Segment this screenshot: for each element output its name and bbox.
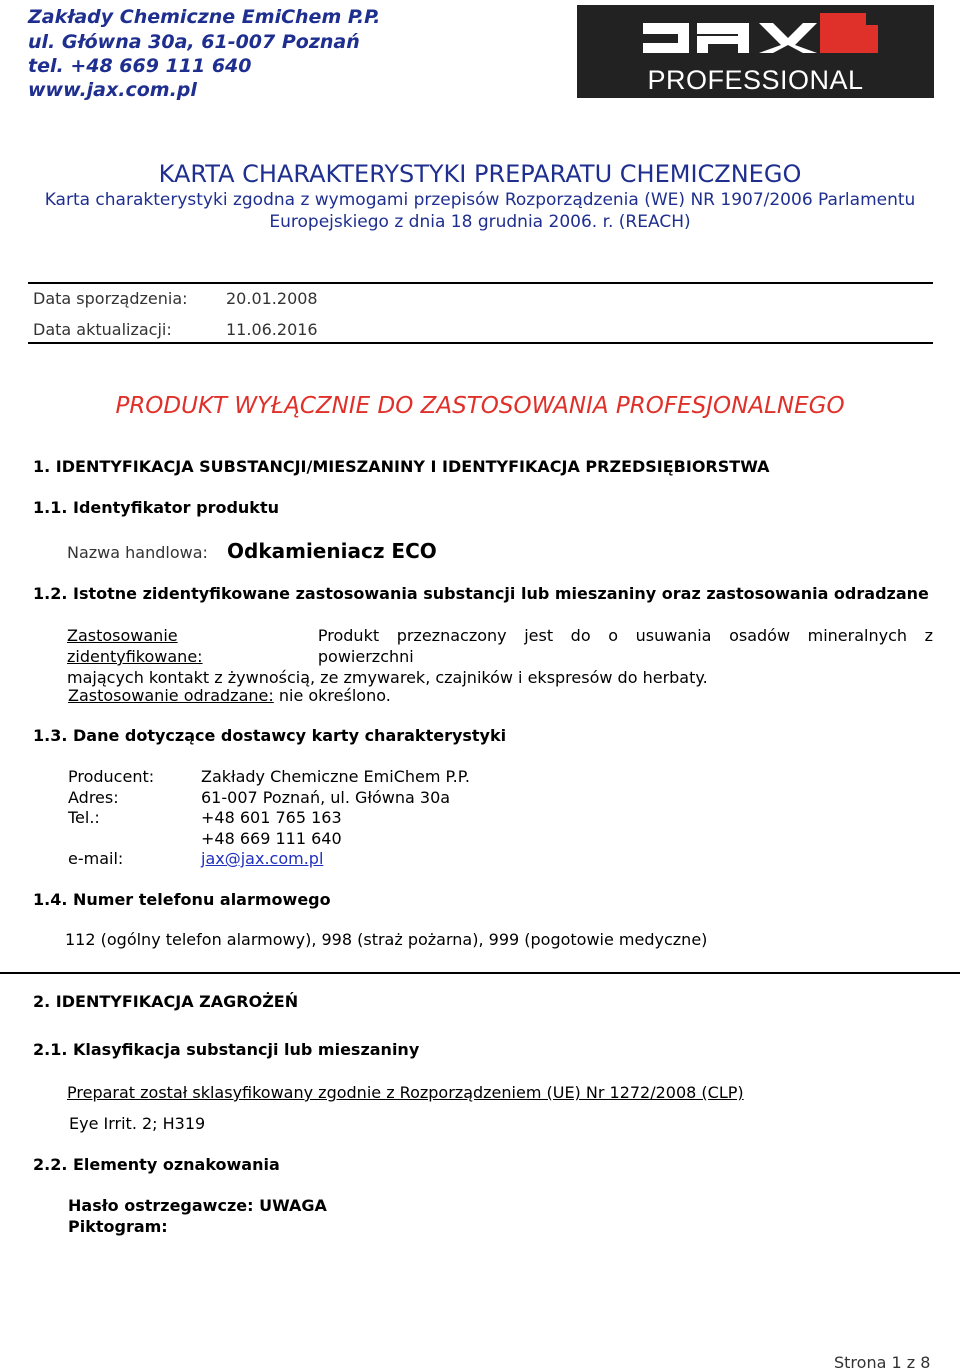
trade-name-value: Odkamieniacz ECO — [227, 539, 437, 563]
section-1-2-heading: 1.2. Istotne zidentyfikowane zastosowania substancji lub mieszaniny oraz zastosowania odradzane — [33, 584, 929, 603]
classification-code: Eye Irrit. 2; H319 — [69, 1114, 206, 1133]
email-link[interactable]: jax@jax.com.pl — [201, 849, 324, 868]
jax-wordmark-icon — [577, 5, 934, 65]
updated-date-label: Data aktualizacji: — [33, 320, 172, 339]
section-2-heading: 2. IDENTYFIKACJA ZAGROŻEŃ — [33, 992, 299, 1011]
section-1-1-heading: 1.1. Identyfikator produktu — [33, 498, 279, 517]
identified-use-line-1 — [67, 625, 933, 667]
divider-bottom — [28, 342, 933, 344]
tel-label: Tel.: — [68, 808, 100, 827]
advised-against-line — [68, 686, 391, 705]
jax-professional-logo — [577, 5, 934, 98]
company-phone: tel. +48 669 111 640 — [28, 55, 252, 77]
section-2-1-heading: 2.1. Klasyfikacja substancji lub mieszaniny — [33, 1040, 420, 1059]
created-date-label: Data sporządzenia: — [33, 289, 188, 308]
section-divider — [0, 972, 960, 974]
company-website[interactable]: www.jax.com.pl — [28, 79, 197, 101]
emergency-numbers: 112 (ogólny telefon alarmowy), 998 (straż pożarna), 999 (pogotowie medyczne) — [65, 930, 708, 949]
address-label: Adres: — [68, 788, 119, 807]
identified-use-label: Zastosowanie zidentyfikowane: — [67, 626, 203, 666]
section-1-4-heading: 1.4. Numer telefonu alarmowego — [33, 890, 331, 909]
section-1-3-heading: 1.3. Dane dotyczące dostawcy karty charakterystyki — [33, 726, 507, 745]
tel-value-2: +48 669 111 640 — [201, 829, 342, 848]
logo-tagline: PROFESSIONAL — [647, 65, 864, 95]
subtitle-line-1: Karta charakterystyki zgodna z wymogami przepisów Rozporządzenia (WE) NR 1907/2006 Parlamentu — [44, 190, 916, 210]
section-1-heading: 1. IDENTYFIKACJA SUBSTANCJI/MIESZANINY I IDENTYFIKACJA PRZEDSIĘBIORSTWA — [33, 457, 770, 476]
tel-value-1: +48 601 765 163 — [201, 808, 342, 827]
advised-against-value: nie określono. — [278, 686, 391, 705]
subtitle-line-2: Europejskiego z dnia 18 grudnia 2006. r. (REACH) — [269, 212, 691, 232]
signal-word: Hasło ostrzegawcze: UWAGA — [68, 1196, 327, 1215]
identified-use-paragraph — [67, 625, 933, 688]
company-name: Zakłady Chemiczne EmiChem P.P. — [28, 6, 381, 28]
trade-name-label: Nazwa handlowa: — [67, 543, 208, 562]
company-address: ul. Główna 30a, 61-007 Poznań — [28, 31, 360, 53]
created-date-value: 20.01.2008 — [226, 289, 318, 308]
section-2-2-heading: 2.2. Elementy oznakowania — [33, 1155, 280, 1174]
address-value: 61-007 Poznań, ul. Główna 30a — [201, 788, 451, 807]
advised-against-label: Zastosowanie odradzane: — [68, 686, 274, 705]
updated-date-value: 11.06.2016 — [226, 320, 318, 339]
document-title: KARTA CHARAKTERYSTYKI PREPARATU CHEMICZNEGO — [158, 160, 802, 188]
email-label: e-mail: — [68, 849, 124, 868]
document-subtitle — [40, 189, 920, 233]
classification-regulation: Preparat został sklasyfikowany zgodnie z Rozporządzeniem (UE) Nr 1272/2008 (CLP) — [67, 1083, 744, 1102]
producer-label: Producent: — [68, 767, 155, 786]
divider-top — [28, 282, 933, 284]
professional-use-notice: PRODUKT WYŁĄCZNIE DO ZASTOSOWANIA PROFESJONALNEGO — [115, 393, 845, 419]
page-number: Strona 1 z 8 — [834, 1353, 931, 1372]
producer-value: Zakłady Chemiczne EmiChem P.P. — [201, 767, 470, 786]
identified-use-text-1: Produkt przeznaczony jest do o usuwania osadów mineralnych z powierzchni — [317, 626, 933, 666]
identified-use-text-2: mających kontakt z żywnością, ze zmywarek, czajników i ekspresów do herbaty. — [67, 668, 708, 687]
pictogram-label: Piktogram: — [68, 1217, 168, 1236]
